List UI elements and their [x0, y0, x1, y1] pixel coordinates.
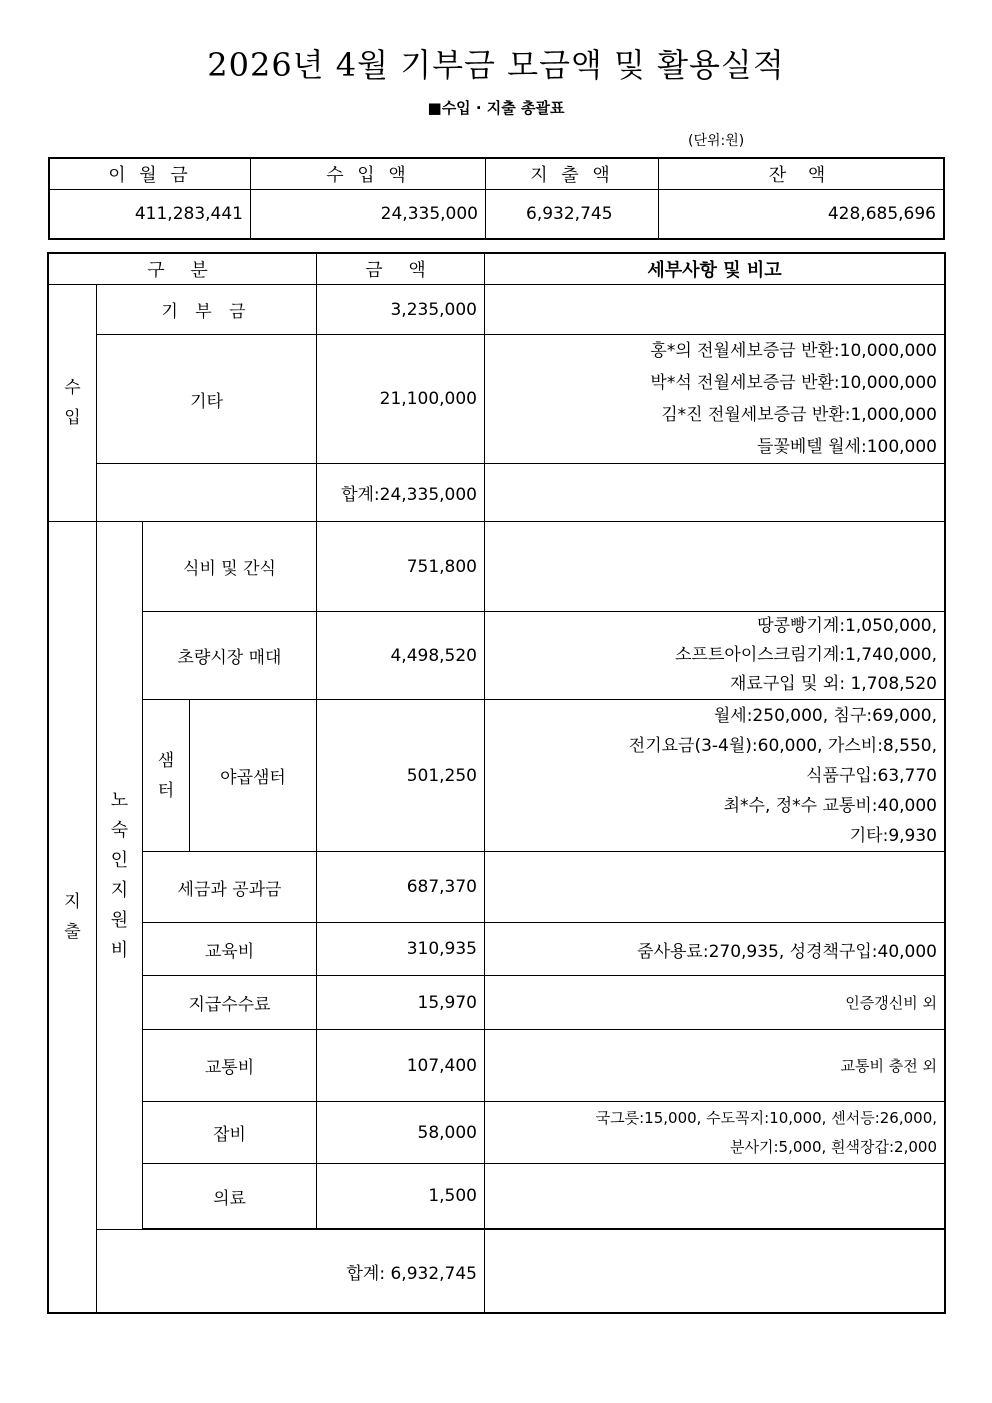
misc-amount: 58,000: [317, 1102, 485, 1164]
notes-line: 국그릇:15,000, 수도꼭지:10,000, 센서등:26,000,: [595, 1108, 937, 1127]
donation-label: 기 부 금: [97, 285, 317, 335]
misc-label: 잡비: [143, 1102, 317, 1164]
food-notes: [485, 522, 945, 612]
education-label: 교육비: [143, 923, 317, 976]
shelter-notes: [485, 700, 945, 852]
income-total: 합계:24,335,000: [317, 464, 485, 522]
homeless-support-label: [97, 522, 143, 1230]
transport-notes: 교통비 충전 외: [485, 1030, 945, 1102]
header-category: 구 분: [49, 254, 317, 285]
summary-expense-value: 6,932,745: [486, 190, 659, 239]
other-income-notes: [485, 335, 945, 464]
notes-line: 소프트아이스크림기계:1,740,000,: [675, 645, 937, 665]
notes-line: 땅콩빵기계:1,050,000,: [757, 616, 937, 636]
income-section-label: [49, 285, 97, 522]
expense-section-label: [49, 522, 97, 1313]
expense-label-char: 지: [64, 892, 81, 912]
notes-line: 들꽃베텔 월세:100,000: [757, 437, 937, 457]
shelter-group-label: [143, 700, 190, 852]
medical-amount: 1,500: [317, 1164, 485, 1229]
page-title: 2026년 4월 기부금 모금액 및 활용실적: [207, 46, 785, 84]
other-income-label: 기타: [97, 335, 317, 464]
summary-header-balance: 잔 액: [659, 159, 944, 190]
summary-balance-value: 428,685,696: [659, 190, 944, 239]
summary-header-expense: 지 출 액: [486, 159, 659, 190]
group-char: 원: [110, 909, 129, 931]
stall-label: 초량시장 매대: [143, 612, 317, 700]
summary-carryover-value: 411,283,441: [50, 190, 251, 239]
shelter-label: 야곱샘터: [190, 700, 317, 852]
detail-table: [48, 253, 945, 1313]
other-income-amount: 21,100,000: [317, 335, 485, 464]
transport-amount: 107,400: [317, 1030, 485, 1102]
stall-notes: [485, 612, 945, 700]
income-total-notes: [485, 464, 945, 522]
education-notes: 줌사용료:270,935, 성경책구입:40,000: [485, 923, 945, 976]
fees-amount: 15,970: [317, 976, 485, 1030]
group-char: 숙: [110, 819, 129, 841]
medical-notes: [485, 1164, 945, 1229]
unit-label: (단위:원): [688, 133, 745, 149]
misc-notes: [485, 1102, 945, 1164]
tax-amount: 687,370: [317, 852, 485, 923]
section-subtitle: ■수입 · 지출 총괄표: [427, 99, 565, 117]
notes-line: 월세:250,000, 침구:69,000,: [713, 705, 937, 726]
income-label-char: 수: [64, 378, 81, 398]
income-total-spacer: [97, 464, 317, 522]
group-char: 비: [110, 939, 129, 961]
tax-label: 세금과 공과금: [143, 852, 317, 923]
donation-amount: 3,235,000: [317, 285, 485, 335]
group-char: 지: [110, 879, 129, 901]
education-amount: 310,935: [317, 923, 485, 976]
summary-table: [49, 158, 944, 239]
notes-line: 전기요금(3-4월):60,000, 가스비:8,550,: [628, 735, 937, 756]
notes-line: 홍*의 전월세보증금 반환:10,000,000: [650, 341, 937, 361]
notes-line: 김*진 전월세보증금 반환:1,000,000: [661, 405, 937, 425]
income-label-char: 입: [64, 408, 81, 428]
expense-total: 합계: 6,932,745: [97, 1230, 485, 1313]
summary-income-value: 24,335,000: [251, 190, 486, 239]
stall-amount: 4,498,520: [317, 612, 485, 700]
shelter-group-char: 샘: [157, 750, 175, 771]
header-amount: 금 액: [317, 254, 485, 285]
transport-label: 교통비: [143, 1030, 317, 1102]
notes-line: 박*석 전월세보증금 반환:10,000,000: [650, 373, 937, 393]
expense-total-notes: [485, 1230, 945, 1313]
fees-notes: 인증갱신비 외: [485, 976, 945, 1030]
notes-line: 최*수, 정*수 교통비:40,000: [723, 795, 937, 816]
summary-header-income: 수 입 액: [251, 159, 486, 190]
notes-line: 식품구입:63,770: [806, 765, 937, 786]
food-amount: 751,800: [317, 522, 485, 612]
medical-label: 의료: [143, 1164, 317, 1229]
group-char: 노: [110, 789, 129, 811]
expense-label-char: 출: [64, 922, 81, 942]
summary-header-carryover: 이 월 금: [50, 159, 251, 190]
notes-line: 분사기:5,000, 흰색장갑:2,000: [730, 1137, 937, 1156]
food-label: 식비 및 간식: [143, 522, 317, 612]
fees-label: 지급수수료: [143, 976, 317, 1030]
tax-notes: [485, 852, 945, 923]
donation-notes: [485, 285, 945, 335]
header-notes: 세부사항 및 비고: [485, 254, 945, 285]
notes-line: 기타:9,930: [849, 825, 937, 846]
shelter-amount: 501,250: [317, 700, 485, 852]
group-char: 인: [110, 849, 129, 871]
notes-line: 재료구입 및 외: 1,708,520: [730, 674, 937, 694]
shelter-group-char: 터: [157, 780, 175, 801]
